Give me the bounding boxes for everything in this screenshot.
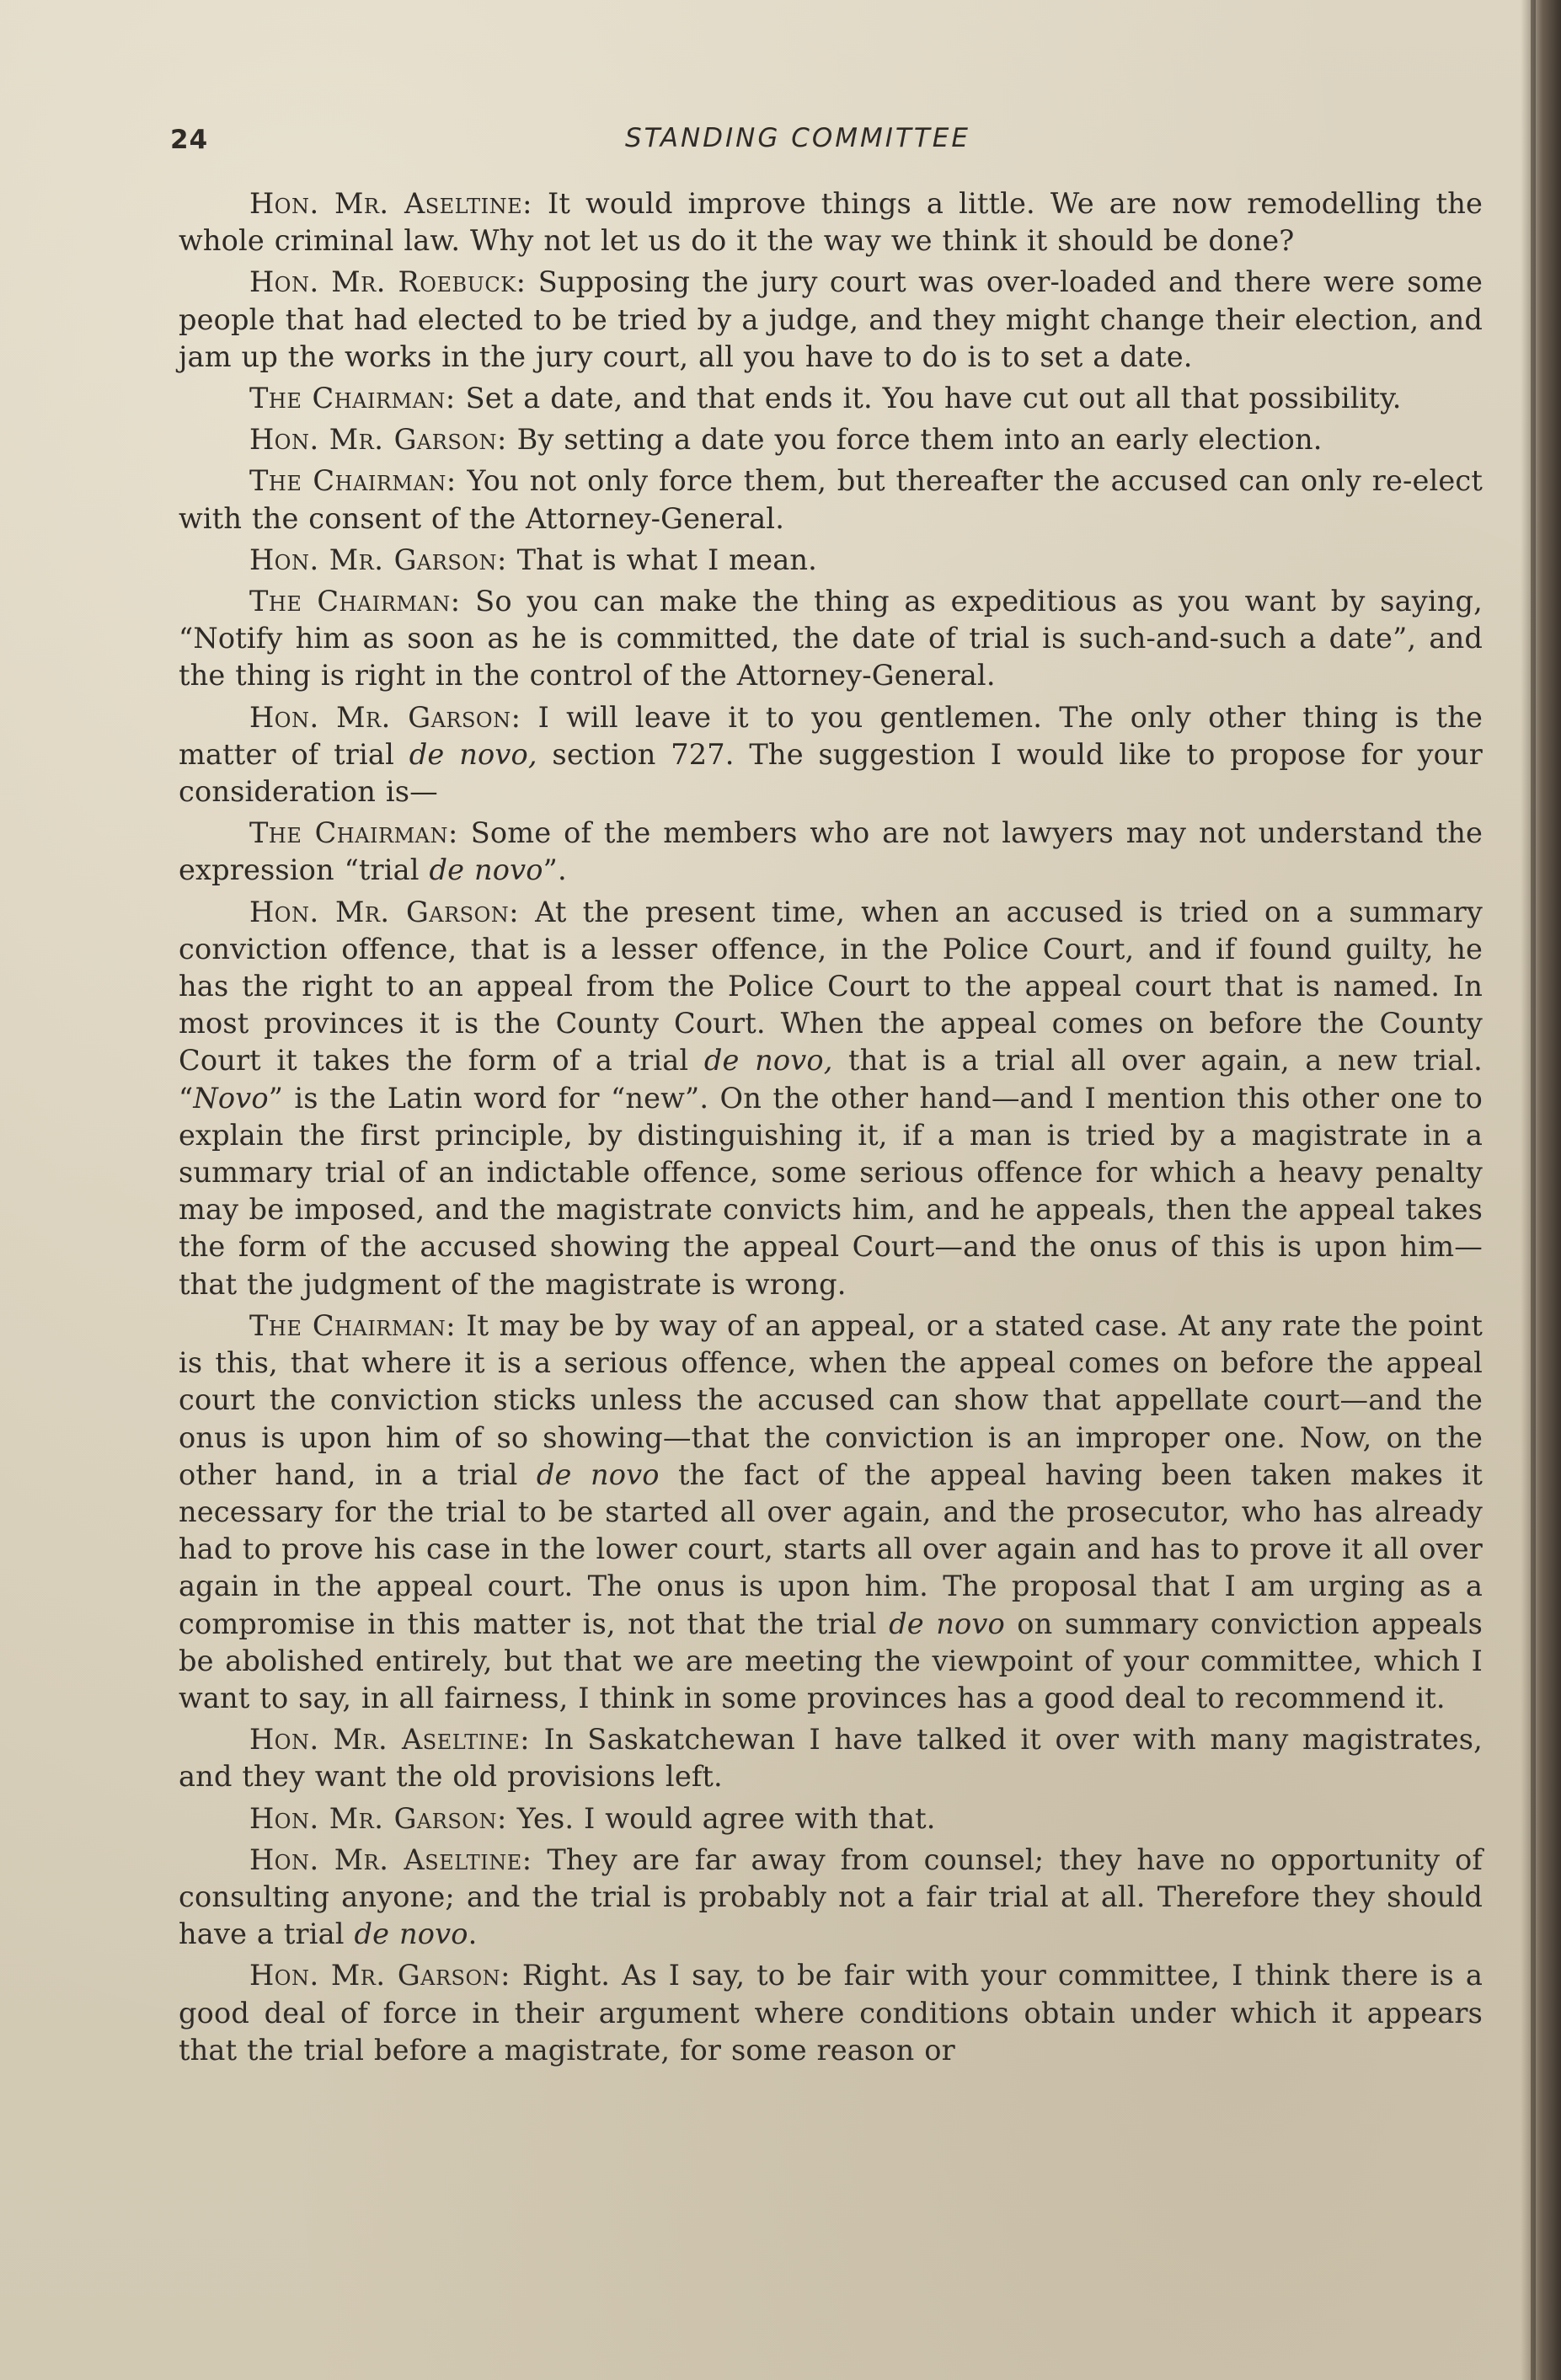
speech-text: At the present time, when an accused is tried on a summary conviction offence, that is a lesser offence, in the Police Court, and if found guilty, he has the right to an appeal from the Police Court to the appeal court that is named. In most provinces it is the County Court. When the appeal comes on before the County Court it takes the form of a trial bbox=[179, 895, 1483, 1078]
speech-text: I will leave it to you gentlemen. The only other thing is the matter of trial bbox=[179, 700, 1483, 771]
page-header bbox=[170, 118, 1484, 168]
speech-text: the fact of the appeal having been taken makes it necessary for the trial to be started all over again, and the prosecutor, who has already had to prove his case in the lower court, starts all over again and has to prove it all over again in the appeal court. The onus is upon him. The proposal that I am urging as a compromise in this matter is, not that the trial bbox=[179, 1457, 1483, 1640]
speaker-label: Hon. Mr. Garson: bbox=[249, 423, 507, 457]
speech-text: Supposing the jury court was over-loaded and there were some people that had elected to be tried by a judge, and they might change their election, and jam up the works in the jury court, all you have to do is to set a date. bbox=[179, 265, 1483, 373]
page-number: 24 bbox=[170, 125, 209, 155]
speaker-label: Hon. Mr. Garson: bbox=[249, 700, 521, 734]
page-edge-line bbox=[1531, 0, 1536, 2380]
speech-text: ” is the Latin word for “new”. On the other hand—and I mention this other one to explain the first principle, by distinguishing it, if a man is tried by a magistrate in a summary trial of an indictable offence, some serious offence for which a heavy penalty may be imposed, and the magistrate convicts him, and he appeals, then the appeal takes the form of the accused showing the appeal Court—and the onus of this is upon him—that the judgment of the magistrate is wrong. bbox=[179, 1081, 1483, 1301]
italic-text: Novo bbox=[193, 1081, 269, 1115]
speech-paragraph bbox=[179, 542, 1483, 579]
transcript-body bbox=[179, 185, 1483, 2073]
speech-text: Right. As I say, to be fair with your committee, I think there is a good deal of force in their argument where conditions obtain under which it appears that the trial before a magistrate, for some reason or bbox=[179, 1959, 1483, 2067]
speaker-label: Hon. Mr. Roebuck: bbox=[249, 265, 527, 299]
speaker-label: Hon. Mr. Garson: bbox=[249, 895, 520, 928]
speaker-label: Hon. Mr. Aseltine: bbox=[249, 1723, 531, 1757]
speaker-label: Hon. Mr. Garson: bbox=[249, 1801, 507, 1835]
speaker-label: Hon. Mr. Aseltine: bbox=[249, 187, 532, 220]
speech-text: By setting a date you force them into an early election. bbox=[506, 423, 1323, 457]
speech-text: You not only force them, but thereafter the accused can only re-elect with the consent of the Attorney-General. bbox=[179, 464, 1483, 535]
speaker-label: The Chairman: bbox=[249, 1308, 457, 1342]
speech-text: Set a date, and that ends it. You have cut out all that possibility. bbox=[455, 382, 1402, 415]
speech-paragraph bbox=[179, 264, 1483, 376]
italic-text: de novo bbox=[536, 1457, 660, 1491]
speech-text: ”. bbox=[543, 853, 567, 887]
running-title: STANDING COMMITTEE bbox=[625, 123, 970, 153]
speech-text: In Saskatchewan I have talked it over with many magistrates, and they want the old provisions left. bbox=[179, 1723, 1483, 1794]
speech-paragraph bbox=[179, 1800, 1483, 1837]
speech-paragraph bbox=[179, 815, 1483, 889]
speech-text: Yes. I would agree with that. bbox=[506, 1801, 936, 1835]
speaker-label: The Chairman: bbox=[249, 816, 458, 850]
speech-text: on summary conviction appeals be abolished entirely, but that we are meeting the viewpoint of your committee, which I want to say, in all fairness, I think in some provinces has a good deal to recommend it. bbox=[179, 1607, 1483, 1714]
speech-text: That is what I mean. bbox=[506, 543, 817, 576]
speech-text: . bbox=[468, 1917, 478, 1951]
speech-paragraph bbox=[179, 185, 1483, 259]
speech-paragraph bbox=[179, 463, 1483, 537]
italic-text: de novo bbox=[429, 853, 543, 887]
speech-paragraph bbox=[179, 583, 1483, 695]
speech-paragraph bbox=[179, 1957, 1483, 2069]
speaker-label: Hon. Mr. Garson: bbox=[249, 1959, 511, 1992]
speech-text: section 727. The suggestion I would like to propose for your consideration is— bbox=[179, 737, 1483, 809]
italic-text: de novo bbox=[889, 1607, 1005, 1640]
speech-paragraph bbox=[179, 380, 1483, 417]
speech-text: So you can make the thing as expeditious as you want by saying, “Notify him as soon as he is committed, the date of trial is such-and-such a date”, and the thing is right in the control of the Attorney-General. bbox=[179, 585, 1483, 693]
italic-text: de novo bbox=[354, 1917, 468, 1951]
speech-paragraph bbox=[179, 1842, 1483, 1954]
speaker-label: The Chairman: bbox=[249, 464, 457, 498]
speech-paragraph bbox=[179, 1308, 1483, 1717]
italic-text: de novo, bbox=[409, 737, 537, 771]
speech-paragraph bbox=[179, 894, 1483, 1303]
speech-paragraph bbox=[179, 1721, 1483, 1795]
speaker-label: The Chairman: bbox=[249, 382, 456, 415]
speech-text: They are far away from counsel; they have no opportunity of consulting anyone; and the trial is probably not a fair trial at all. Therefore they should have a trial bbox=[179, 1842, 1483, 1951]
speech-text: Some of the members who are not lawyers may not understand the expression “trial bbox=[179, 816, 1483, 887]
speech-paragraph bbox=[179, 421, 1483, 458]
speech-text: It may be by way of an appeal, or a stated case. At any rate the point is this, that where it is a serious offence, when the appeal comes on before the appeal court the conviction sticks unless the accused can show that appellate court—and the onus is upon him of so showing—that the conviction is an improper one. Now, on the other hand, in a trial bbox=[179, 1308, 1483, 1491]
page-edge-shadow bbox=[1521, 0, 1561, 2380]
speech-text: It would improve things a little. We are now remodelling the whole criminal law. Why not let us do it the way we think it should be done? bbox=[179, 187, 1483, 258]
speaker-label: The Chairman: bbox=[249, 585, 461, 618]
speaker-label: Hon. Mr. Aseltine: bbox=[249, 1842, 532, 1876]
italic-text: de novo, bbox=[703, 1044, 833, 1078]
speech-paragraph bbox=[179, 699, 1483, 811]
speech-text: that is a trial all over again, a new trial. “ bbox=[179, 1044, 1483, 1115]
speaker-label: Hon. Mr. Garson: bbox=[249, 543, 507, 576]
